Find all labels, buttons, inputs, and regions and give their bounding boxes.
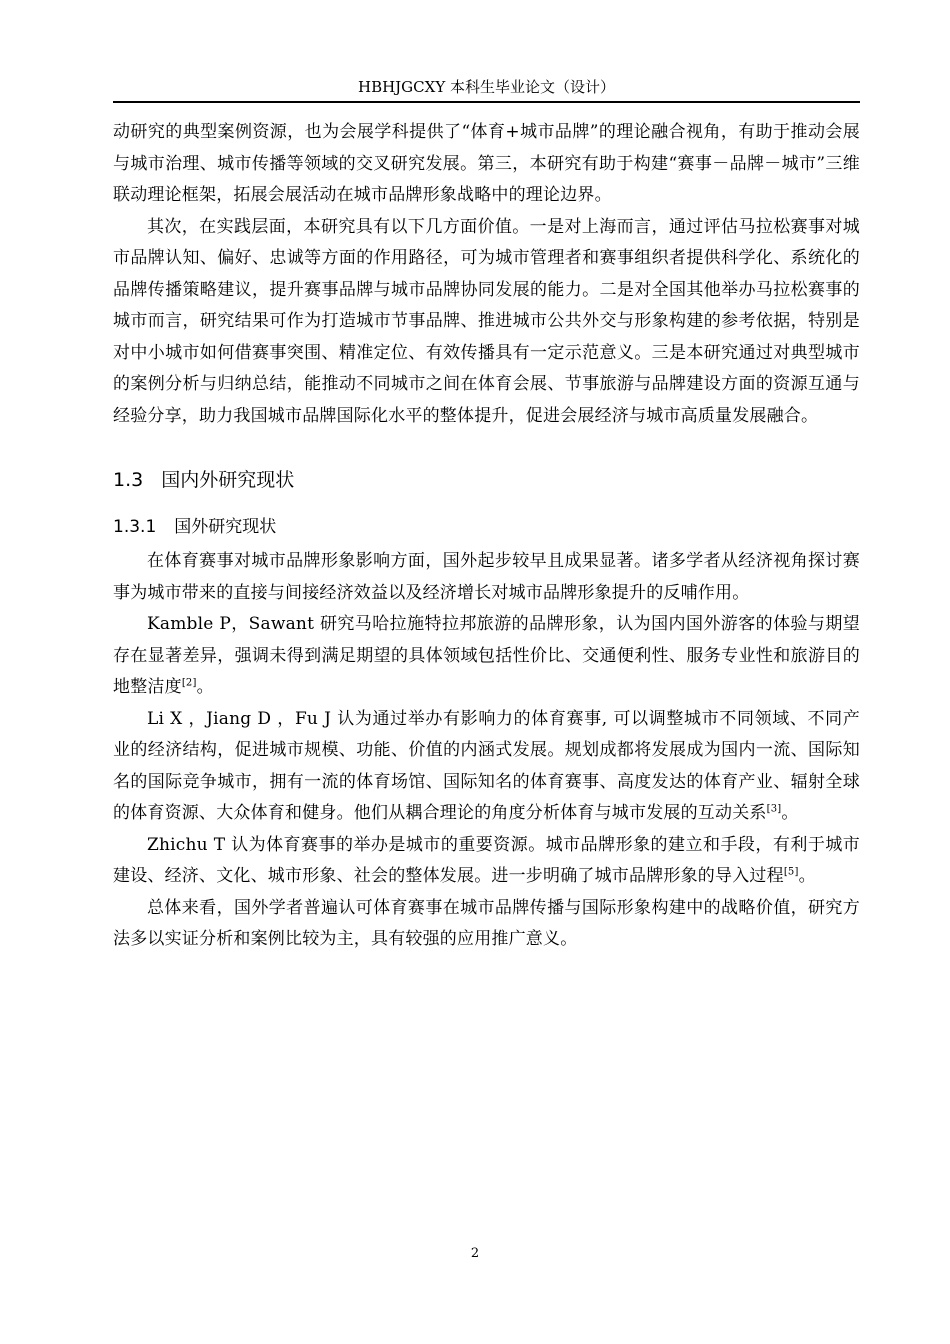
header-rule (113, 101, 860, 103)
paragraph-end: 。 (196, 677, 214, 697)
document-body (113, 117, 860, 956)
page-header: HBHJGCXY 本科生毕业论文（设计） (357, 78, 615, 96)
citation-ref[interactable]: [5] (783, 866, 799, 878)
paragraph-summary: 总体来看，国外学者普遍认可体育赛事在城市品牌传播与国际形象构建中的战略价值，研究方法多以实证分析和案例比较为主，具有较强的应用推广意义。 (113, 897, 860, 949)
section-title: 国内外研究现状 (161, 469, 295, 491)
paragraph-text: Li X ，Jiang D ，Fu J 认为通过举办有影响力的体育赛事, 可以调整城市不同领域、不同产业的经济结构，促进城市规模、功能、价值的内涵式发展。规划成都将发展成为国内一流、国际知名的国际竞争城市，拥有一流的体育场馆、国际知名的体育赛事、高度发达的体育产业、辐射全球的体育资源、大众体育和健身。他们从耦合理论的角度分析体育与城市发展的互动关系 (113, 708, 860, 823)
paragraph-zhichu (113, 830, 860, 893)
paragraph-end: 。 (798, 866, 816, 886)
paragraph-practical-value: 其次，在实践层面，本研究具有以下几方面价值。一是对上海而言，通过评估马拉松赛事对城市品牌认知、偏好、忠诚等方面的作用路径，可为城市管理者和赛事组织者提供科学化、系统化的品牌传播策略建议，提升赛事品牌与城市品牌协同发展的能力。二是对全国其他举办马拉松赛事的城市而言，研究结果可作为打造城市节事品牌、推进城市公共外交与形象构建的参考依据，特别是对中小城市如何借赛事突围、精准定位、有效传播具有一定示范意义。三是本研究通过对典型城市的案例分析与归纳总结，能推动不同城市之间在体育会展、节事旅游与品牌建设方面的资源互通与经验分享，助力我国城市品牌国际化水平的整体提升，促进会展经济与城市高质量发展融合。 (113, 216, 860, 426)
paragraph-foreign-intro: 在体育赛事对城市品牌形象影响方面，国外起步较早且成果显著。诸多学者从经济视角探讨赛事为城市带来的直接与间接经济效益以及经济增长对城市品牌形象提升的反哺作用。 (113, 551, 860, 603)
subsection-title: 国外研究现状 (174, 517, 277, 537)
paragraph-text: Zhichu T 认为体育赛事的举办是城市的重要资源。城市品牌形象的建立和手段，有利于城市建设、经济、文化、城市形象、社会的整体发展。进一步明确了城市品牌形象的导入过程 (113, 834, 860, 886)
subsection-number: 1.3.1 (113, 517, 157, 537)
page-number: 2 (470, 1246, 480, 1261)
citation-ref[interactable]: [3] (766, 803, 782, 815)
section-number: 1.3 (113, 469, 144, 491)
paragraph-text: Kamble P，Sawant 研究马哈拉施特拉邦旅游的品牌形象，认为国内国外游客的体验与期望存在显著差异，强调未得到满足期望的具体领域包括性价比、交通便利性、服务专业性和旅游目的地整洁度 (113, 614, 860, 697)
citation-ref[interactable]: [2] (181, 677, 197, 689)
paragraph-end: 。 (781, 803, 799, 823)
paragraph-kamble (113, 609, 860, 704)
paragraph-li (113, 704, 860, 830)
paragraph-continued: 动研究的典型案例资源，也为会展学科提供了“体育+城市品牌”的理论融合视角，有助于推动会展与城市治理、城市传播等领域的交叉研究发展。第三，本研究有助于构建“赛事－品牌－城市”三维联动理论框架，拓展会展活动在城市品牌形象战略中的理论边界。 (113, 122, 860, 205)
section-heading-1-3 (113, 465, 860, 495)
subsection-heading-1-3-1 (113, 515, 860, 539)
